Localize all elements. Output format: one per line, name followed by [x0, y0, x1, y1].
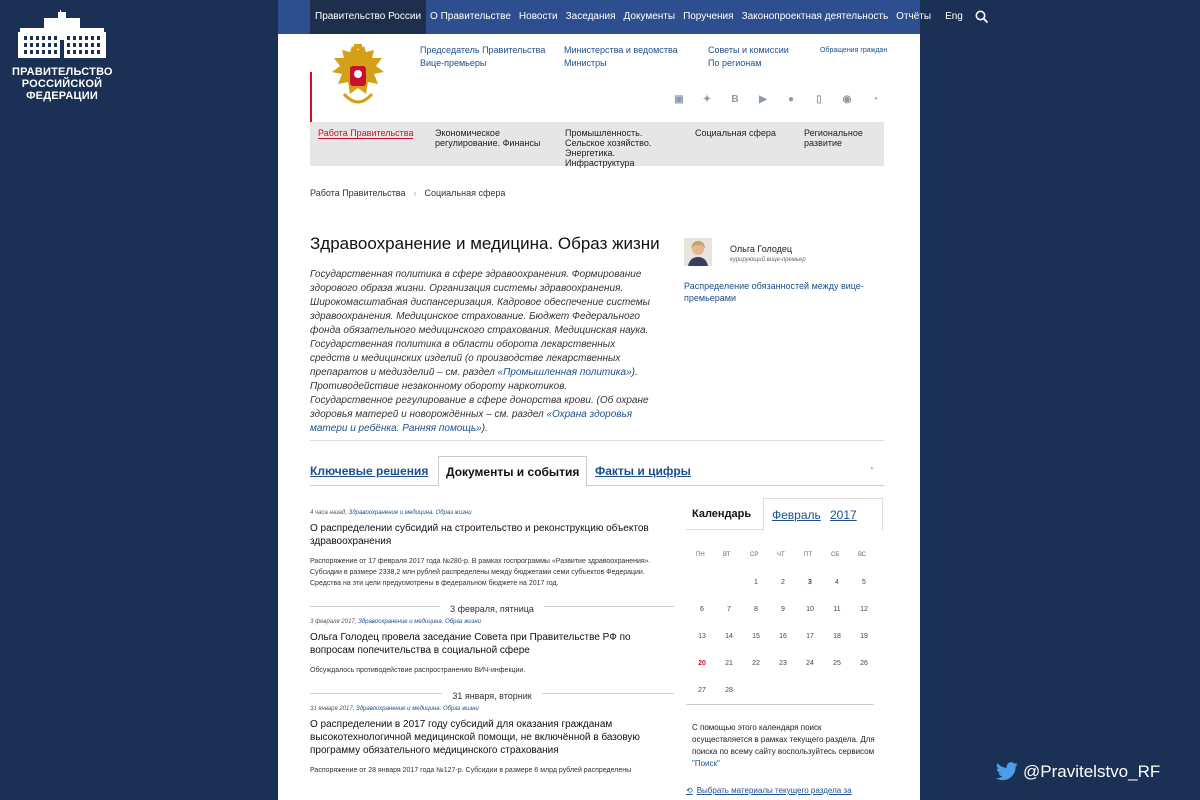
twitter-icon [995, 762, 1019, 782]
youtube-icon[interactable]: ▶ [759, 94, 767, 105]
calendar-day[interactable]: 24 [806, 660, 814, 667]
header-links-col3 [708, 44, 789, 70]
news-meta [310, 510, 674, 516]
calendar-note [692, 722, 878, 770]
site-header [278, 34, 920, 122]
news-headline[interactable]: Ольга Голодец провела заседание Совета при Правительстве РФ по вопросам попечительства в социальной сфере [310, 632, 631, 656]
weekday-label: СБ [831, 552, 840, 558]
calendar-day[interactable]: 15 [752, 633, 760, 640]
news-list [310, 510, 674, 776]
secnav-industry[interactable]: Промышленность. Сельское хозяйство. Энергетика. Инфраструктура [565, 128, 652, 168]
section-description [310, 268, 650, 436]
eye-icon[interactable]: ◉ [842, 94, 852, 105]
news-tag-link[interactable]: Здравоохранение и медицина. Образ жизни [358, 619, 481, 625]
calendar-day[interactable]: 27 [698, 687, 706, 694]
tab-facts-figures[interactable]: Факты и цифры [595, 464, 691, 478]
nav-legislation[interactable]: Законопроектная деятельность [741, 11, 889, 22]
section-navigation [310, 122, 884, 166]
avatar[interactable] [684, 238, 712, 266]
weekday-label: СР [750, 552, 759, 558]
nav-english[interactable]: Eng [945, 11, 963, 22]
description-text-2: ). Противодействие незаконному обороту наркотиков. Государственное регулирование в сфере донорства крови. (Об охране здоровья матерей и новорождённых – см. раздел [310, 367, 649, 420]
news-time: 3 февраля 2017, [310, 619, 359, 625]
news-headline[interactable]: О распределении в 2017 году субсидий для оказания гражданам высокотехнологичной медицинской помощи, не включённой в базовую программу обязательного медицинского страхования [310, 719, 640, 756]
social-icons [672, 94, 882, 106]
top-navigation [278, 0, 963, 34]
twitter-badge[interactable] [985, 754, 1188, 790]
white-house-icon [14, 10, 110, 60]
history-icon: ⟲ [686, 786, 693, 795]
search-icon[interactable] [975, 10, 989, 24]
weekday-label: ПТ [804, 552, 812, 558]
divider [310, 440, 884, 441]
link-councils[interactable]: Советы и комиссии [708, 45, 789, 55]
calendar-year-select[interactable]: 2017 [830, 508, 857, 522]
link-citizen-appeals[interactable]: Обращения граждан [820, 47, 888, 54]
secnav-regional[interactable]: Региональное развитие [804, 128, 863, 148]
link-vice-premiers[interactable]: Вице-премьеры [420, 58, 487, 68]
calendar-label: Календарь [692, 508, 752, 520]
calendar-day[interactable]: 18 [833, 633, 841, 640]
calendar-day[interactable]: 5 [862, 579, 866, 586]
person-name[interactable]: Ольга Голодец [730, 244, 793, 254]
calendar-day[interactable]: 26 [860, 660, 868, 667]
news-time: 31 января 2017, [310, 706, 357, 712]
calendar-day[interactable]: 1 [754, 579, 758, 586]
secnav-government-work[interactable] [310, 122, 427, 166]
calendar-divider [686, 704, 874, 705]
filter-materials-link[interactable] [686, 786, 852, 795]
calendar-day[interactable]: 21 [725, 660, 733, 667]
main-page [278, 0, 963, 800]
nav-reports[interactable]: Отчёты [896, 11, 932, 22]
tab-documents-events[interactable]: Документы и события [438, 456, 587, 487]
mobile-icon[interactable]: ▯ [816, 94, 822, 105]
calendar-day[interactable]: 8 [754, 606, 758, 613]
calendar [686, 496, 882, 795]
header-links-col2 [564, 44, 678, 70]
nav-documents[interactable]: Документы [623, 11, 676, 22]
header-links-col4 [820, 44, 887, 57]
secnav-social[interactable]: Социальная сфера [695, 128, 776, 138]
calendar-day[interactable]: 7 [727, 606, 731, 613]
search-service-link[interactable]: "Поиск" [692, 759, 720, 768]
calendar-day[interactable]: 16 [779, 633, 787, 640]
calendar-day[interactable]: 10 [806, 606, 814, 613]
date-separator-label: 3 февраля, пятница [440, 604, 544, 614]
news-tag-link[interactable]: Здравоохранение и медицина. Образ жизни [356, 706, 479, 712]
link-ministers[interactable]: Министры [564, 58, 607, 68]
news-meta [310, 706, 674, 712]
calendar-header [686, 496, 882, 530]
calendar-day[interactable]: 13 [698, 633, 706, 640]
news-lead: Распоряжение от 17 февраля 2017 года №280-р. В рамках госпрограммы «Развитие здравоохранения». Субсидии в размере 2338,2 млн рублей распределены между бюджетами семи субъектов Федерации. Средства на эти цели предусмотрены в федеральном бюджете на 2017 год. [310, 558, 651, 587]
list-item [310, 706, 674, 776]
list-item [310, 510, 674, 589]
link-chairman[interactable]: Председатель Правительства [420, 45, 546, 55]
twitter-handle: @Pravitelstvo_RF [1023, 762, 1161, 781]
logo-line-3: ФЕДЕРАЦИИ [26, 90, 98, 102]
weekday-label: ПН [696, 552, 705, 558]
calendar-day[interactable]: 20 [698, 660, 706, 667]
coat-of-arms-icon[interactable] [330, 44, 386, 115]
nav-instructions[interactable]: Поручения [683, 11, 734, 22]
breadcrumb-government-work[interactable]: Работа Правительства [310, 188, 406, 198]
logo-line-1: ПРАВИТЕЛЬСТВО [12, 66, 113, 78]
breadcrumb-social-sphere[interactable]: Социальная сфера [424, 188, 506, 198]
industrial-policy-link[interactable]: «Промышленная политика» [497, 367, 632, 378]
calendar-day[interactable]: 22 [752, 660, 760, 667]
date-separator-label: 31 января, вторник [442, 691, 541, 701]
date-separator [310, 599, 674, 613]
vk-icon[interactable]: B [731, 94, 739, 105]
filter-materials-label: Выбрать материалы текущего раздела за [696, 786, 852, 795]
news-lead: Распоряжение от 28 января 2017 года №127-р. Субсидии в размере 6 млрд рублей распределены [310, 767, 632, 774]
calendar-day[interactable]: 28 [725, 687, 733, 694]
calendar-day[interactable]: 25 [833, 660, 841, 667]
news-lead: Обсуждалось противодействие распространению ВИЧ-инфекции. [310, 667, 526, 674]
link-regions[interactable]: По регионам [708, 58, 762, 68]
link-ministries[interactable]: Министерства и ведомства [564, 45, 678, 55]
news-headline[interactable]: О распределении субсидий на строительство и реконструкцию объектов здравоохранения [310, 523, 649, 547]
tab-key-decisions[interactable]: Ключевые решения [310, 464, 429, 478]
calendar-day[interactable]: 4 [835, 579, 839, 586]
calendar-day[interactable]: 2 [781, 579, 785, 586]
breadcrumb [310, 188, 505, 198]
nav-about-government[interactable]: О Правительстве [430, 11, 511, 22]
description-text-3: ). [481, 423, 488, 434]
news-meta [310, 619, 674, 625]
twitter-icon[interactable]: ✦ [702, 94, 712, 105]
logo-line-2: РОССИЙСКОЙ [21, 78, 103, 90]
content-tabs [310, 456, 884, 486]
calendar-day[interactable]: 6 [700, 606, 704, 613]
mother-child-health-link[interactable]: «Охрана здоровья матери и ребёнка. Ранняя помощь» [310, 409, 633, 434]
news-tag-link[interactable]: Здравоохранение и медицина. Образ жизни [348, 510, 472, 516]
calendar-day[interactable]: 3 [808, 579, 812, 586]
calendar-day[interactable]: 14 [725, 633, 733, 640]
secnav-label: Работа Правительства [318, 128, 414, 138]
chevron-right-icon: › [413, 188, 417, 198]
list-item [310, 619, 674, 676]
government-logo[interactable] [12, 10, 112, 102]
camera-icon[interactable]: ▣ [674, 94, 684, 105]
calendar-day[interactable]: 12 [860, 606, 868, 613]
page-title: Здравоохранение и медицина. Образ жизни [310, 234, 660, 253]
calendar-day[interactable]: 9 [781, 606, 785, 613]
weekday-label: ВТ [723, 552, 731, 558]
news-time: 4 часа назад, [310, 510, 349, 516]
secnav-economy[interactable]: Экономическое регулирование. Финансы [435, 128, 541, 148]
people-icon[interactable]: ● [787, 94, 795, 105]
duties-distribution-link[interactable]: Распределение обязанностей между вице-премьерами [684, 281, 864, 303]
nav-meetings[interactable]: Заседания [565, 11, 616, 22]
calendar-day[interactable]: 23 [779, 660, 787, 667]
calendar-day[interactable]: 19 [860, 633, 868, 640]
header-links-col1 [420, 44, 545, 70]
weekday-label: ЧТ [777, 552, 785, 558]
calendar-note-text: С помощью этого календаря поиск осуществляется в рамках текущего раздела. Для поиска по всему сайту воспользуйтесь сервисом [692, 723, 875, 756]
nav-government-russia[interactable]: Правительство России [310, 0, 426, 34]
rss-icon[interactable]: ◔ [867, 464, 874, 475]
nav-news[interactable]: Новости [518, 11, 558, 22]
rss-icon[interactable]: ◔ [871, 94, 879, 105]
description-text-1: Государственная политика в сфере здравоохранения. Формирование здорового образа жизни. Организация системы здравоохранения. Широкомасштабная диспансеризация. Кадровое обеспечение системы здравоохранения. Медицинское страхование. Бюджет Федерального фонда обязательного медицинского страхования. Медицинская наука. Государственная политика в области оборота лекарственных средств и медицинских изделий (о производстве лекарственных препаратов и медизделий – см. раздел [310, 269, 650, 378]
date-separator [310, 686, 674, 700]
weekday-label: ВС [858, 552, 867, 558]
calendar-month-select[interactable]: Февраль [772, 508, 821, 522]
calendar-day[interactable]: 17 [806, 633, 814, 640]
person-role: курирующий вице-премьер [730, 257, 806, 263]
calendar-day[interactable]: 11 [833, 606, 841, 613]
